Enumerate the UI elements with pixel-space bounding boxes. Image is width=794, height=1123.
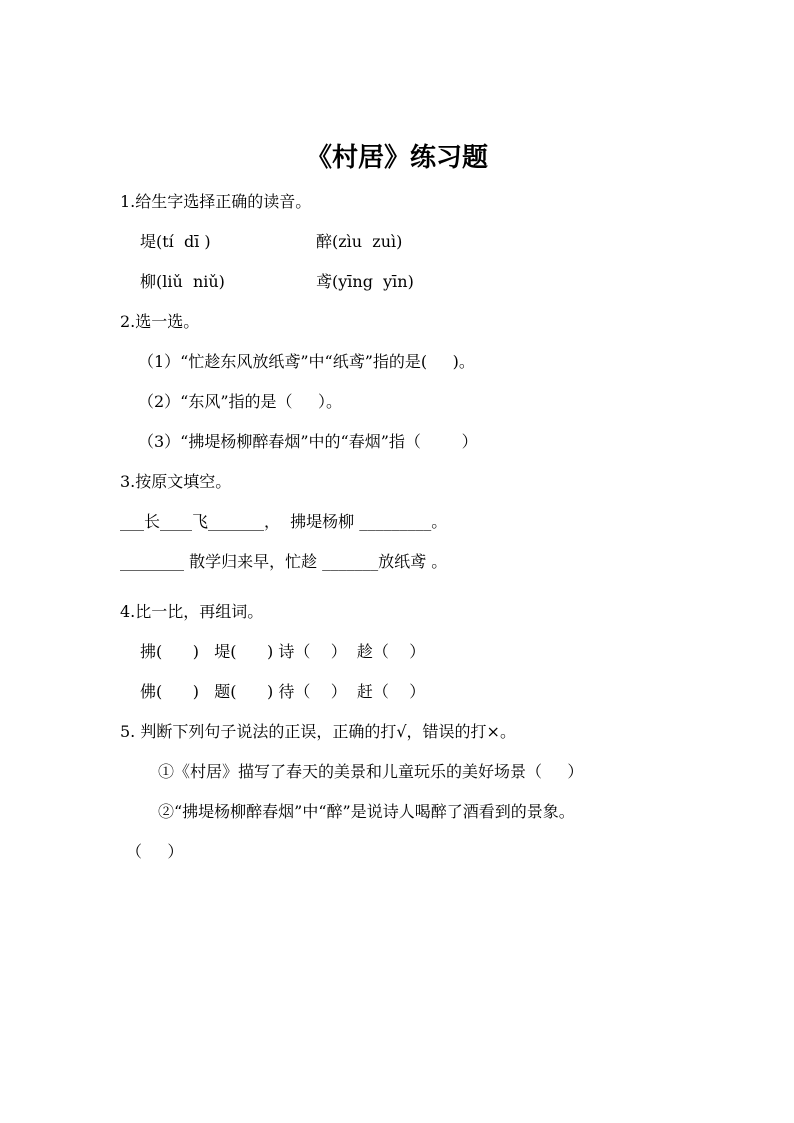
question-2-item-1: （1）“忙趁东风放纸鸢”中“纸鸢”指的是( )。: [138, 352, 475, 371]
question-5-heading: 5. 判断下列句子说法的正误，正确的打√，错误的打×。: [120, 722, 516, 741]
pinyin-item-liu: 柳(liǔ niǔ): [140, 272, 225, 291]
question-3-heading: 3.按原文填空。: [120, 472, 232, 491]
question-2-item-2: （2）“东风”指的是（ ）。: [138, 392, 342, 411]
question-3-line-1: ___长____飞_______， 拂堤杨柳 _________。: [120, 512, 448, 531]
question-4-row-2: 佛( ) 题( ) 待（ ） 赶（ ）: [140, 682, 426, 701]
question-5-item-2: ②“拂堤杨柳醉春烟”中“醉”是说诗人喝醉了酒看到的景象。: [158, 802, 575, 821]
question-2-item-3: （3）“拂堤杨柳醉春烟”中的“春烟”指（ ）: [138, 432, 478, 451]
page-title: 《村居》练习题: [305, 143, 488, 173]
question-3-line-2: ________ 散学归来早，忙趁 _______放纸鸢 。: [120, 552, 448, 571]
question-5-item-2-answer-paren: （ ）: [126, 842, 184, 861]
pinyin-item-zui: 醉(zìu zuì): [316, 232, 403, 251]
question-2-heading: 2.选一选。: [120, 312, 200, 331]
pinyin-item-yuan: 鸢(yīng yīn): [316, 272, 414, 291]
pinyin-item-di: 堤(tí dī ): [140, 232, 211, 251]
question-4-row-1: 拂( ) 堤( ) 诗（ ） 趁（ ）: [140, 642, 426, 661]
question-4-heading: 4.比一比，再组词。: [120, 602, 264, 621]
question-5-item-1: ①《村居》描写了春天的美景和儿童玩乐的美好场景（ ）: [158, 762, 584, 781]
question-1-heading: 1.给生字选择正确的读音。: [120, 192, 312, 211]
